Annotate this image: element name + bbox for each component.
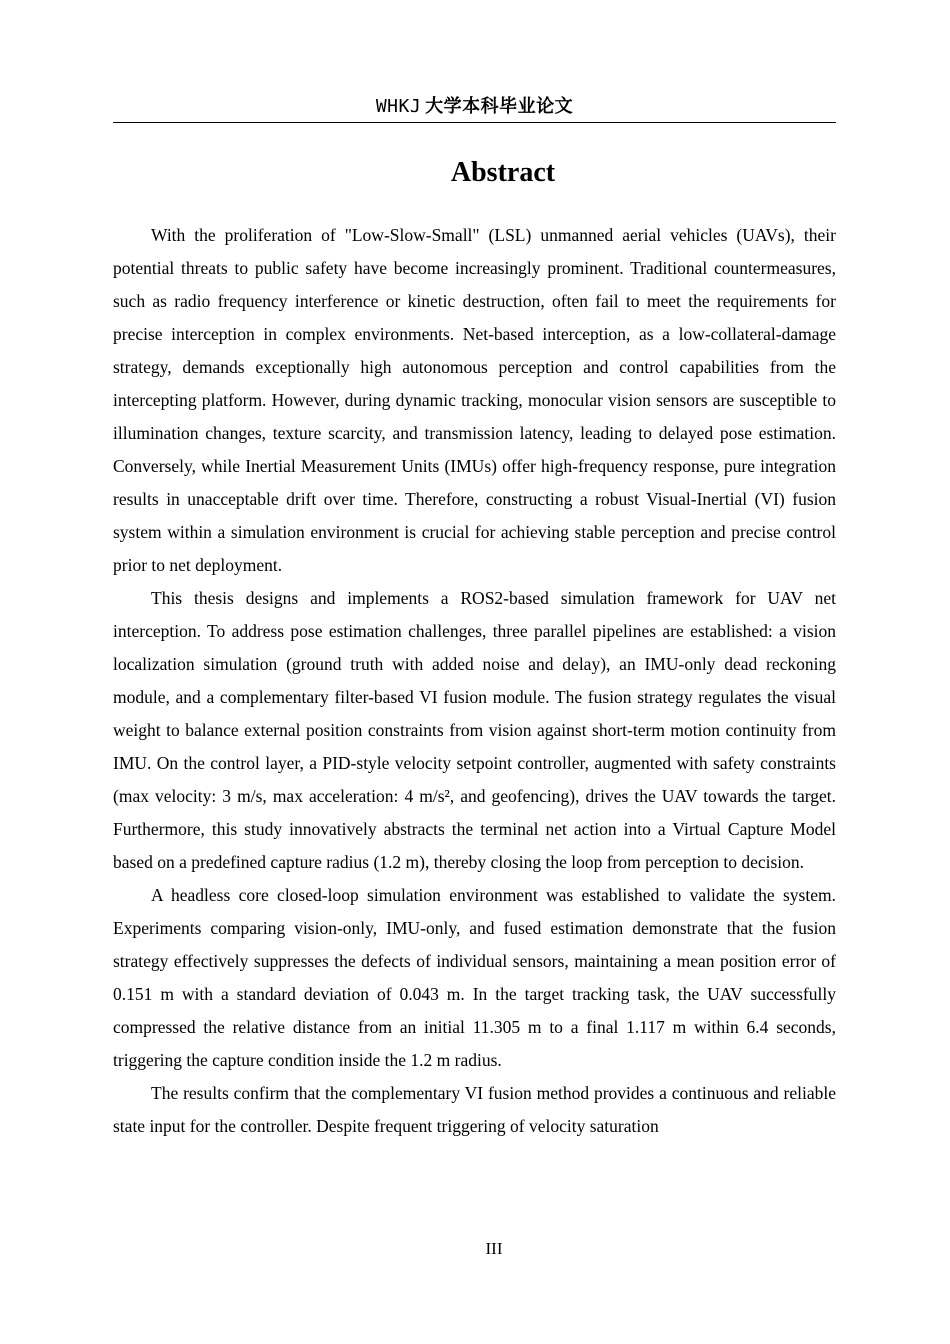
running-header (113, 92, 836, 123)
header-thesis-label: 大学本科毕业论文 (425, 96, 574, 117)
abstract-body (113, 219, 836, 1143)
running-header-text (376, 92, 573, 122)
page-number: III (485, 1239, 503, 1258)
header-university-code: WHKJ (375, 96, 422, 117)
abstract-paragraph-4: The results confirm that the complementary VI fusion method provides a continuous and reliable state input for the controller. Despite frequent triggering of velocity saturation (113, 1083, 836, 1136)
page-title: Abstract (450, 157, 556, 188)
abstract-paragraph-3: A headless core closed-loop simulation environment was established to validate the system. Experiments comparing vision-only, IMU-only, and fused estimation demonstrate that the fusion strategy effectively suppresses the defects of individual sensors, maintaining a mean position error of 0.151 m with a standard deviation of 0.043 m. In the target tracking task, the UAV successfully compressed the relative distance from an initial 11.305 m to a final 1.117 m within 6.4 seconds, triggering the capture condition inside the 1.2 m radius. (113, 885, 836, 1070)
abstract-paragraph-1: With the proliferation of "Low-Slow-Small" (LSL) unmanned aerial vehicles (UAVs), their potential threats to public safety have become increasingly prominent. Traditional countermeasures, such as radio frequency interference or kinetic destruction, often fail to meet the requirements for precise interception in complex environments. Net-based interception, as a low-collateral-damage strategy, demands exceptionally high autonomous perception and control capabilities from the intercepting platform. However, during dynamic tracking, monocular vision sensors are susceptible to illumination changes, texture scarcity, and transmission latency, leading to delayed pose estimation. Conversely, while Inertial Measurement Units (IMUs) offer high-frequency response, pure integration results in unacceptable drift over time. Therefore, constructing a robust Visual-Inertial (VI) fusion system within a simulation environment is crucial for achieving stable perception and precise control prior to net deployment. (113, 225, 836, 575)
abstract-paragraph-2: This thesis designs and implements a ROS2-based simulation framework for UAV net interception. To address pose estimation challenges, three parallel pipelines are established: a vision localization simulation (ground truth with added noise and delay), an IMU-only dead reckoning module, and a complementary filter-based VI fusion module. The fusion strategy regulates the visual weight to balance external position constraints from vision against short-term motion continuity from IMU. On the control layer, a PID-style velocity setpoint controller, augmented with safety constraints (max velocity: 3 m/s, max acceleration: 4 m/s², and geofencing), drives the UAV towards the target. Furthermore, this study innovatively abstracts the terminal net action into a Virtual Capture Model based on a predefined capture radius (1.2 m), thereby closing the loop from perception to decision. (113, 588, 836, 872)
